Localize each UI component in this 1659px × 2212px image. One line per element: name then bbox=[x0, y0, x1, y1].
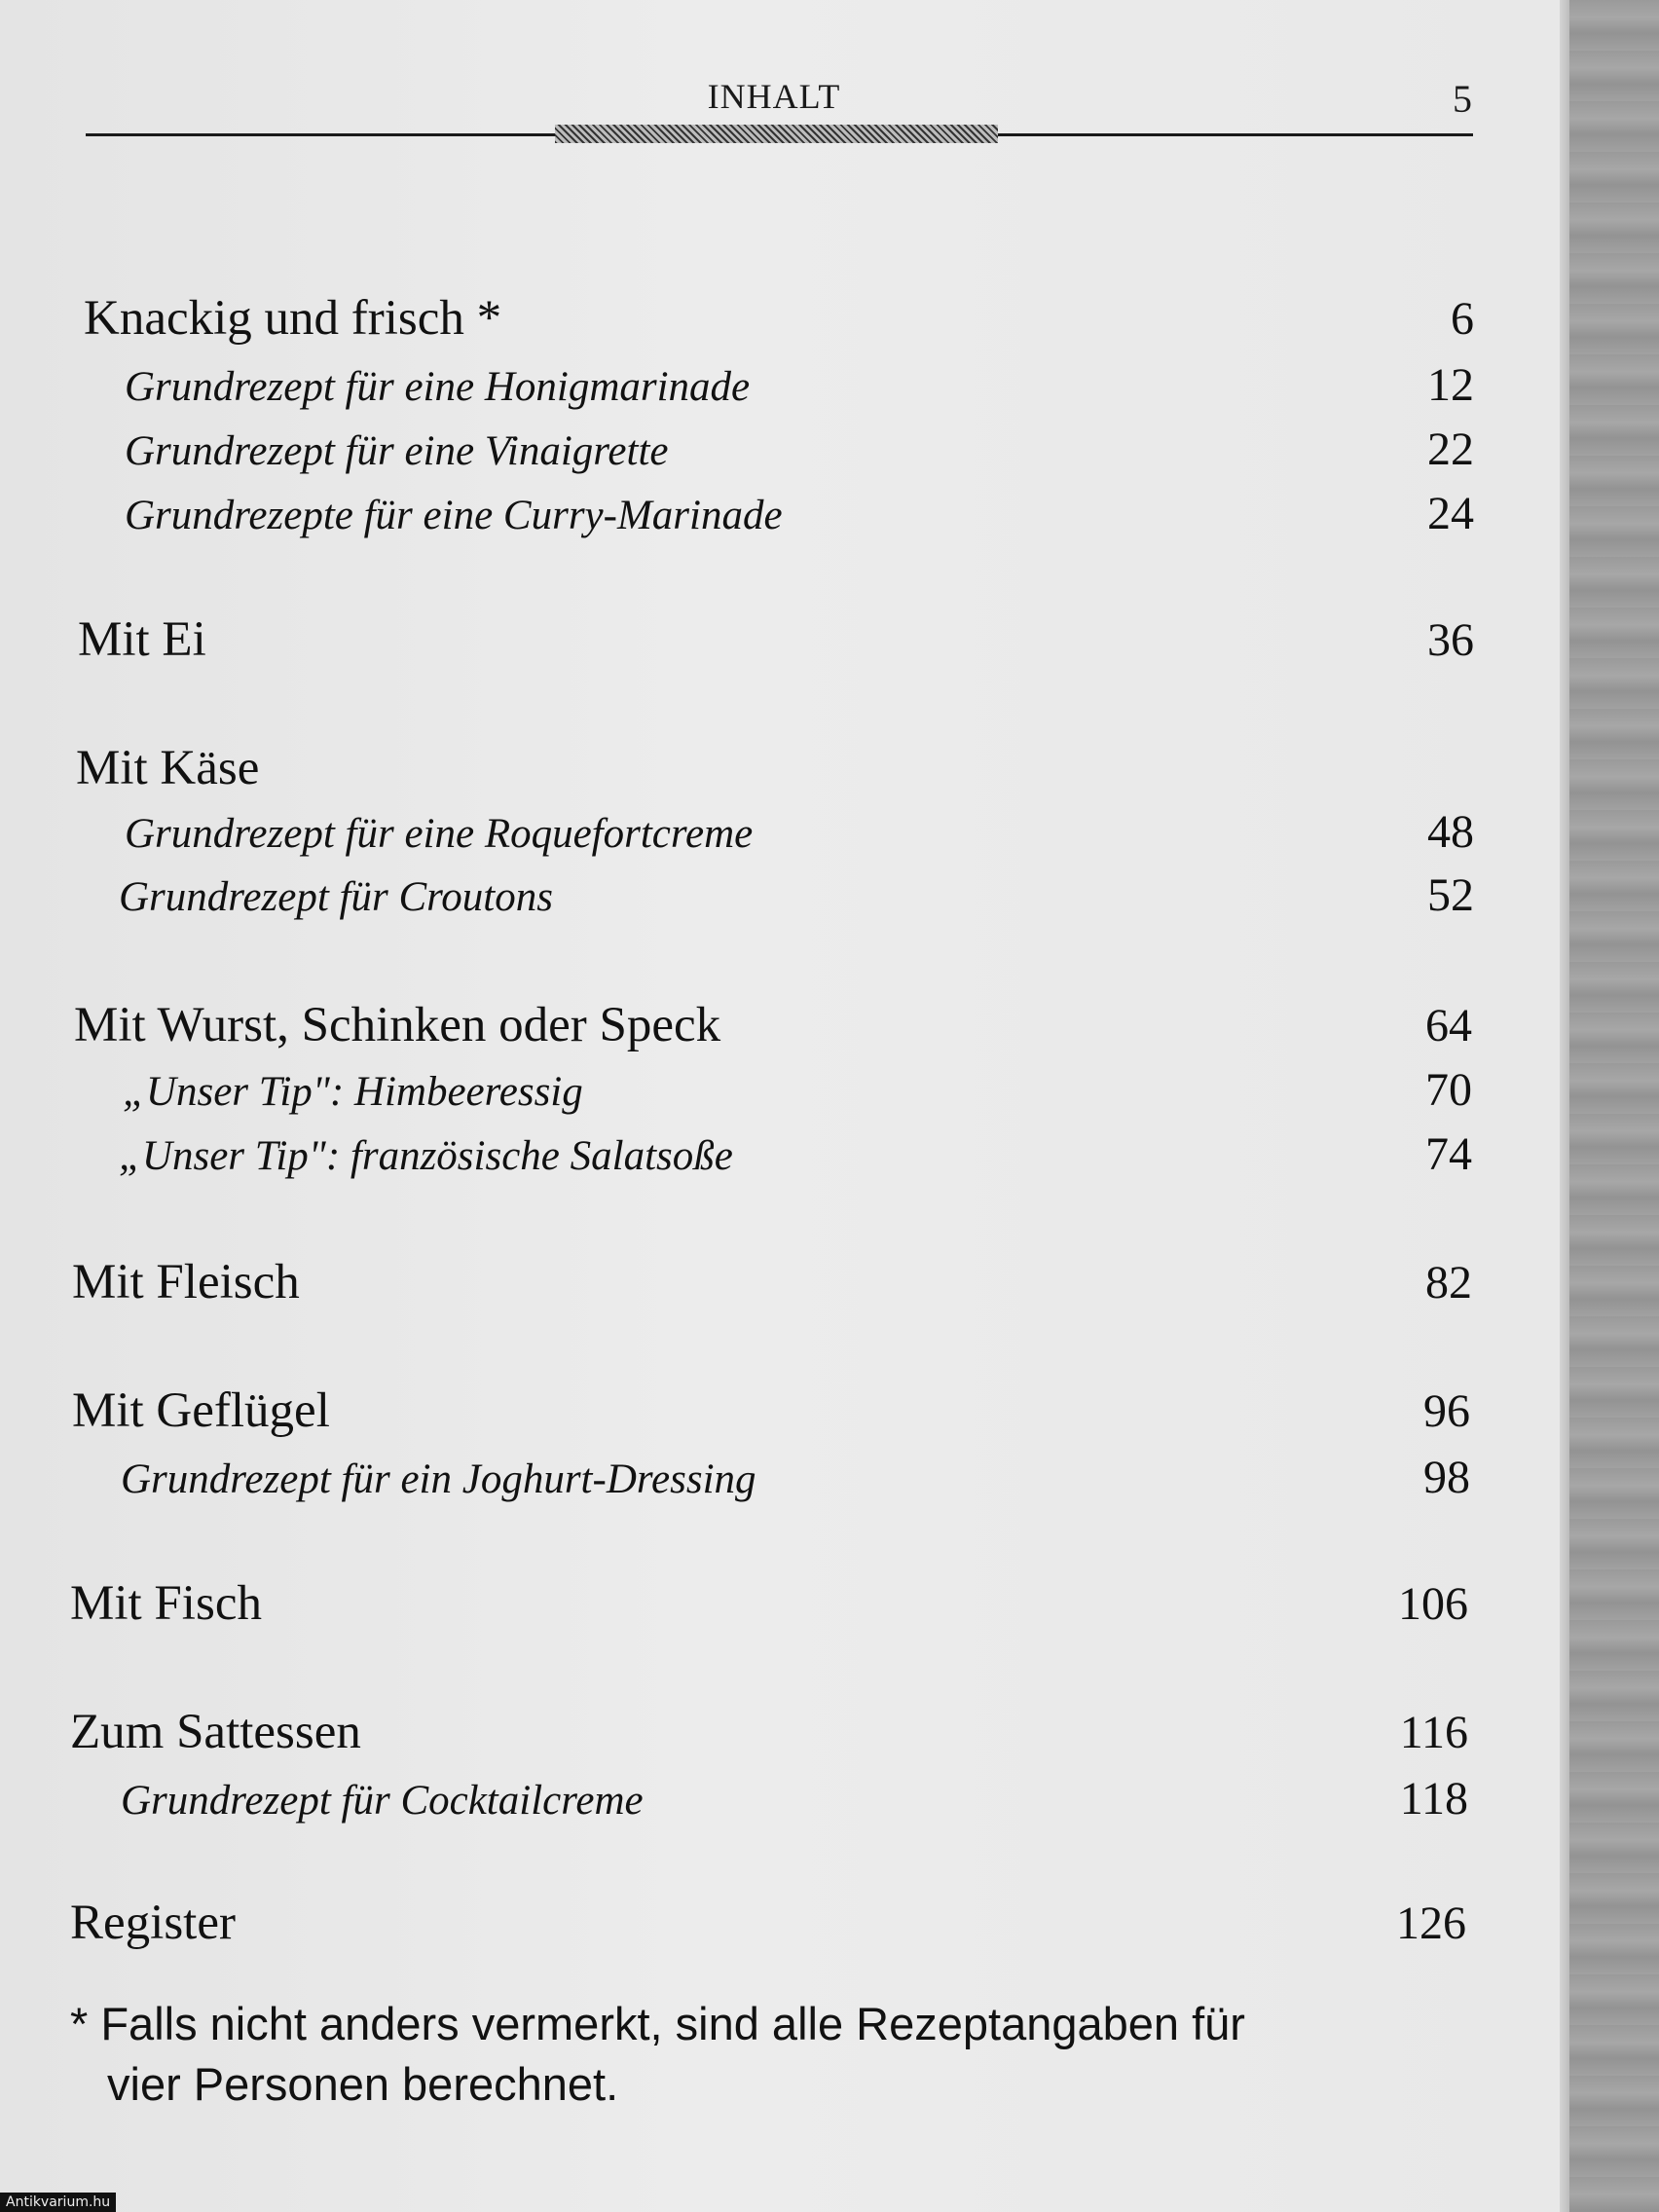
toc-entry-title: Register bbox=[70, 1896, 236, 1950]
toc-subentry-page: 98 bbox=[1423, 1452, 1470, 1503]
toc-entry bbox=[74, 997, 1472, 1055]
toc-entry bbox=[70, 1575, 1468, 1634]
header-rule-ornament bbox=[555, 125, 998, 143]
toc-subentry-title: Grundrezept für ein Joghurt-Dressing bbox=[121, 1456, 756, 1502]
toc-subentry-title: Grundrezept für Cocktailcreme bbox=[121, 1778, 644, 1824]
toc-subentry-page: 24 bbox=[1427, 488, 1474, 539]
toc-entry-page: 64 bbox=[1425, 1000, 1472, 1051]
toc-subentry-page: 118 bbox=[1399, 1773, 1468, 1825]
toc-entry-page: 82 bbox=[1425, 1257, 1472, 1309]
toc-subentry bbox=[121, 1451, 1470, 1509]
toc-entry-page: 6 bbox=[1451, 293, 1474, 345]
toc-entry bbox=[72, 1254, 1472, 1312]
toc-subentry-title: Grundrezept für eine Roquefortcreme bbox=[125, 811, 754, 857]
toc-subentry bbox=[125, 487, 1474, 545]
footnote-line-1: * Falls nicht anders vermerkt, sind alle Rezeptangaben für bbox=[70, 1998, 1245, 2049]
toc-subentry-page: 74 bbox=[1425, 1128, 1472, 1180]
toc-entry bbox=[70, 1895, 1466, 1953]
watermark: Antikvarium.hu bbox=[0, 2193, 116, 2212]
toc-entry bbox=[70, 1704, 1468, 1762]
toc-entry-title: Mit Käse bbox=[76, 741, 260, 795]
toc-entry-title: Mit Ei bbox=[78, 612, 206, 667]
toc-subentry-title: Grundrezept für eine Honigmarinade bbox=[125, 364, 751, 410]
toc-entry-title: Mit Wurst, Schinken oder Speck bbox=[74, 998, 721, 1052]
toc-subentry-page: 70 bbox=[1425, 1064, 1472, 1116]
toc-subentry bbox=[119, 868, 1474, 927]
toc-entry bbox=[78, 611, 1474, 670]
toc-subentry bbox=[119, 1127, 1472, 1186]
toc-entry-page: 36 bbox=[1427, 614, 1474, 666]
toc-entry bbox=[76, 740, 1474, 798]
toc-subentry bbox=[125, 358, 1474, 417]
toc-entry-page: 96 bbox=[1423, 1385, 1470, 1437]
toc-entry-title: Mit Fleisch bbox=[72, 1255, 300, 1309]
toc-subentry-page: 52 bbox=[1427, 869, 1474, 921]
toc-entry-title: Knackig und frisch * bbox=[84, 291, 502, 346]
toc-subentry-title: Grundrezept für Croutons bbox=[119, 874, 553, 920]
footnote-line-2: vier Personen berechnet. bbox=[107, 2058, 619, 2110]
footnote bbox=[70, 1994, 1433, 2115]
toc-entry-title: Mit Geflügel bbox=[72, 1383, 330, 1438]
page-header-title: INHALT bbox=[707, 77, 841, 116]
toc-subentry-title: Grundrezepte für eine Curry-Marinade bbox=[125, 493, 783, 538]
toc-subentry bbox=[121, 1772, 1468, 1830]
toc-entry bbox=[72, 1382, 1470, 1441]
toc-subentry-title: Grundrezept für eine Vinaigrette bbox=[125, 428, 669, 474]
toc-entry-title: Mit Fisch bbox=[70, 1576, 262, 1631]
toc-entry-page: 116 bbox=[1399, 1707, 1468, 1758]
toc-entry bbox=[84, 290, 1474, 349]
toc-entry-page: 126 bbox=[1396, 1898, 1466, 1949]
toc-subentry-title: „Unser Tip": Himbeeressig bbox=[123, 1069, 583, 1115]
page-number: 5 bbox=[1453, 77, 1472, 121]
toc-subentry bbox=[125, 423, 1474, 481]
toc-entry-page: 106 bbox=[1398, 1578, 1468, 1630]
toc-subentry-page: 22 bbox=[1427, 424, 1474, 475]
toc-subentry bbox=[123, 1063, 1472, 1122]
toc-subentry-title: „Unser Tip": französische Salatsoße bbox=[119, 1133, 733, 1179]
toc-entry-title: Zum Sattessen bbox=[70, 1705, 361, 1759]
toc-subentry-page: 12 bbox=[1427, 359, 1474, 411]
toc-subentry bbox=[125, 805, 1474, 864]
toc-subentry-page: 48 bbox=[1427, 806, 1474, 858]
